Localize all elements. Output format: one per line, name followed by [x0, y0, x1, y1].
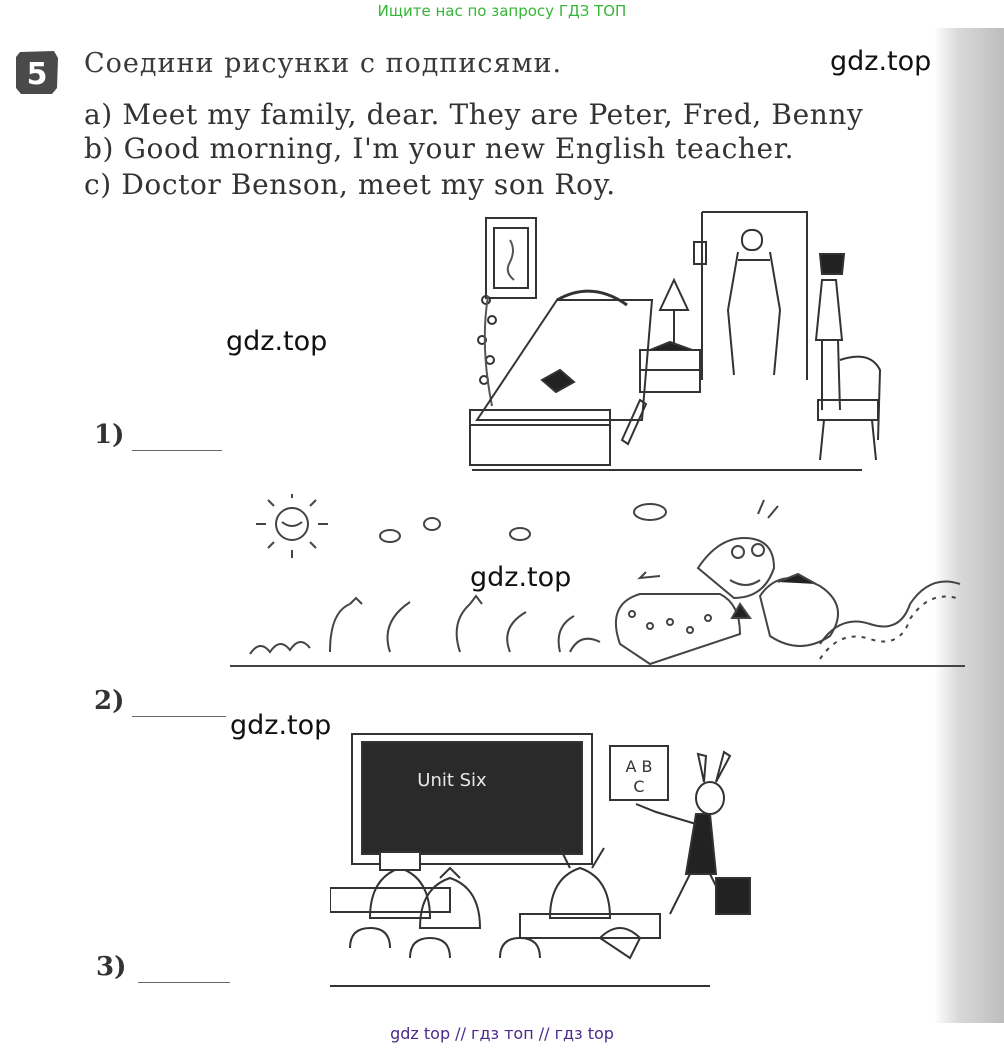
caption-text: Doctor Benson, meet my son Roy.: [121, 168, 616, 201]
caption-c: [84, 168, 616, 201]
picture-label-1: 1): [94, 420, 125, 450]
caterpillar-family-illustration: [230, 494, 965, 679]
watermark: gdz.top: [230, 710, 332, 741]
classroom-illustration: [330, 728, 770, 990]
answer-blank-1[interactable]: [132, 450, 222, 451]
answer-blank-3[interactable]: [138, 982, 230, 983]
watermark: gdz.top: [470, 562, 572, 593]
picture-label-3: 3): [96, 952, 127, 982]
blackboard-text: Unit Six: [417, 770, 487, 791]
alphabet-chart-line-2: C: [633, 777, 645, 796]
caption-b: [84, 132, 794, 165]
watermark: gdz.top: [830, 46, 932, 77]
caption-text: Meet my family, dear. They are Peter, Fred, Benny: [122, 98, 864, 131]
picture-label-2: 2): [94, 686, 125, 716]
exercise-instruction: Соедини рисунки с подписями.: [84, 48, 563, 79]
caption-a: [84, 98, 863, 131]
watermark: gdz.top: [226, 326, 328, 357]
exercise-number-badge: [14, 48, 60, 96]
header-link[interactable]: Ищите нас по запросу ГДЗ ТОП: [377, 2, 627, 20]
caption-letter: c): [84, 168, 112, 201]
caption-text: Good morning, I'm your new English teacher.: [123, 132, 795, 165]
hospital-room-illustration: [462, 210, 892, 478]
footer-link[interactable]: gdz top // гдз топ // гдз top: [390, 1024, 614, 1043]
answer-blank-2[interactable]: [132, 716, 226, 717]
exercise-number: 5: [26, 57, 48, 92]
alphabet-chart-line-1: A B: [625, 757, 653, 776]
caption-letter: b): [84, 132, 115, 165]
caption-letter: a): [84, 98, 113, 131]
